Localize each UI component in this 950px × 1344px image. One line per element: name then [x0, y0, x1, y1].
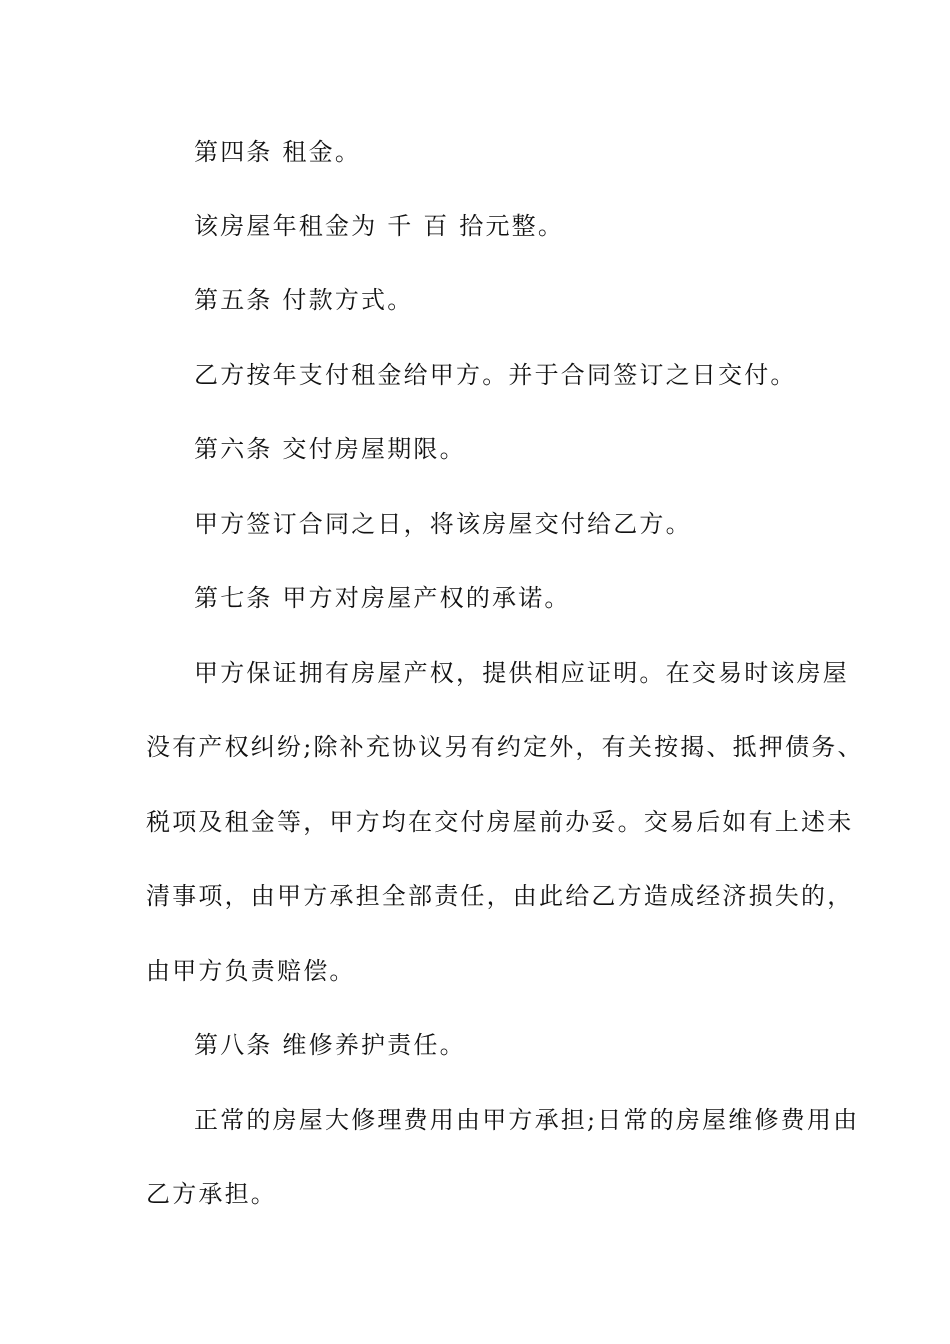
text-line: 甲方签订合同之日，将该房屋交付给乙方。 [194, 510, 692, 538]
text-line: 正常的房屋大修理费用由甲方承担;日常的房屋维修费用由 [194, 1106, 860, 1134]
text-line: 由甲方负责赔偿。 [146, 957, 356, 985]
article-8-heading: 第八条 维修养护责任。 [194, 1031, 466, 1059]
article-6-heading: 第六条 交付房屋期限。 [194, 435, 466, 463]
article-7-heading: 第七条 甲方对房屋产权的承诺。 [194, 584, 571, 612]
text-line: 清事项，由甲方承担全部责任，由此给乙方造成经济损失的， [146, 882, 854, 910]
text-line: 乙方承担。 [146, 1180, 277, 1208]
text-line: 乙方按年支付租金给甲方。并于合同签订之日交付。 [194, 361, 797, 389]
text-line: 没有产权纠纷;除补充协议另有约定外，有关按揭、抵押债务、 [146, 733, 864, 761]
article-5-heading: 第五条 付款方式。 [194, 286, 414, 314]
text-line: 税项及租金等，甲方均在交付房屋前办妥。交易后如有上述未 [146, 808, 854, 836]
article-4-heading: 第四条 租金。 [194, 138, 362, 166]
text-line: 甲方保证拥有房屋产权，提供相应证明。在交易时该房屋 [194, 659, 849, 687]
text-line: 该房屋年租金为 千 百 拾元整。 [194, 212, 565, 240]
